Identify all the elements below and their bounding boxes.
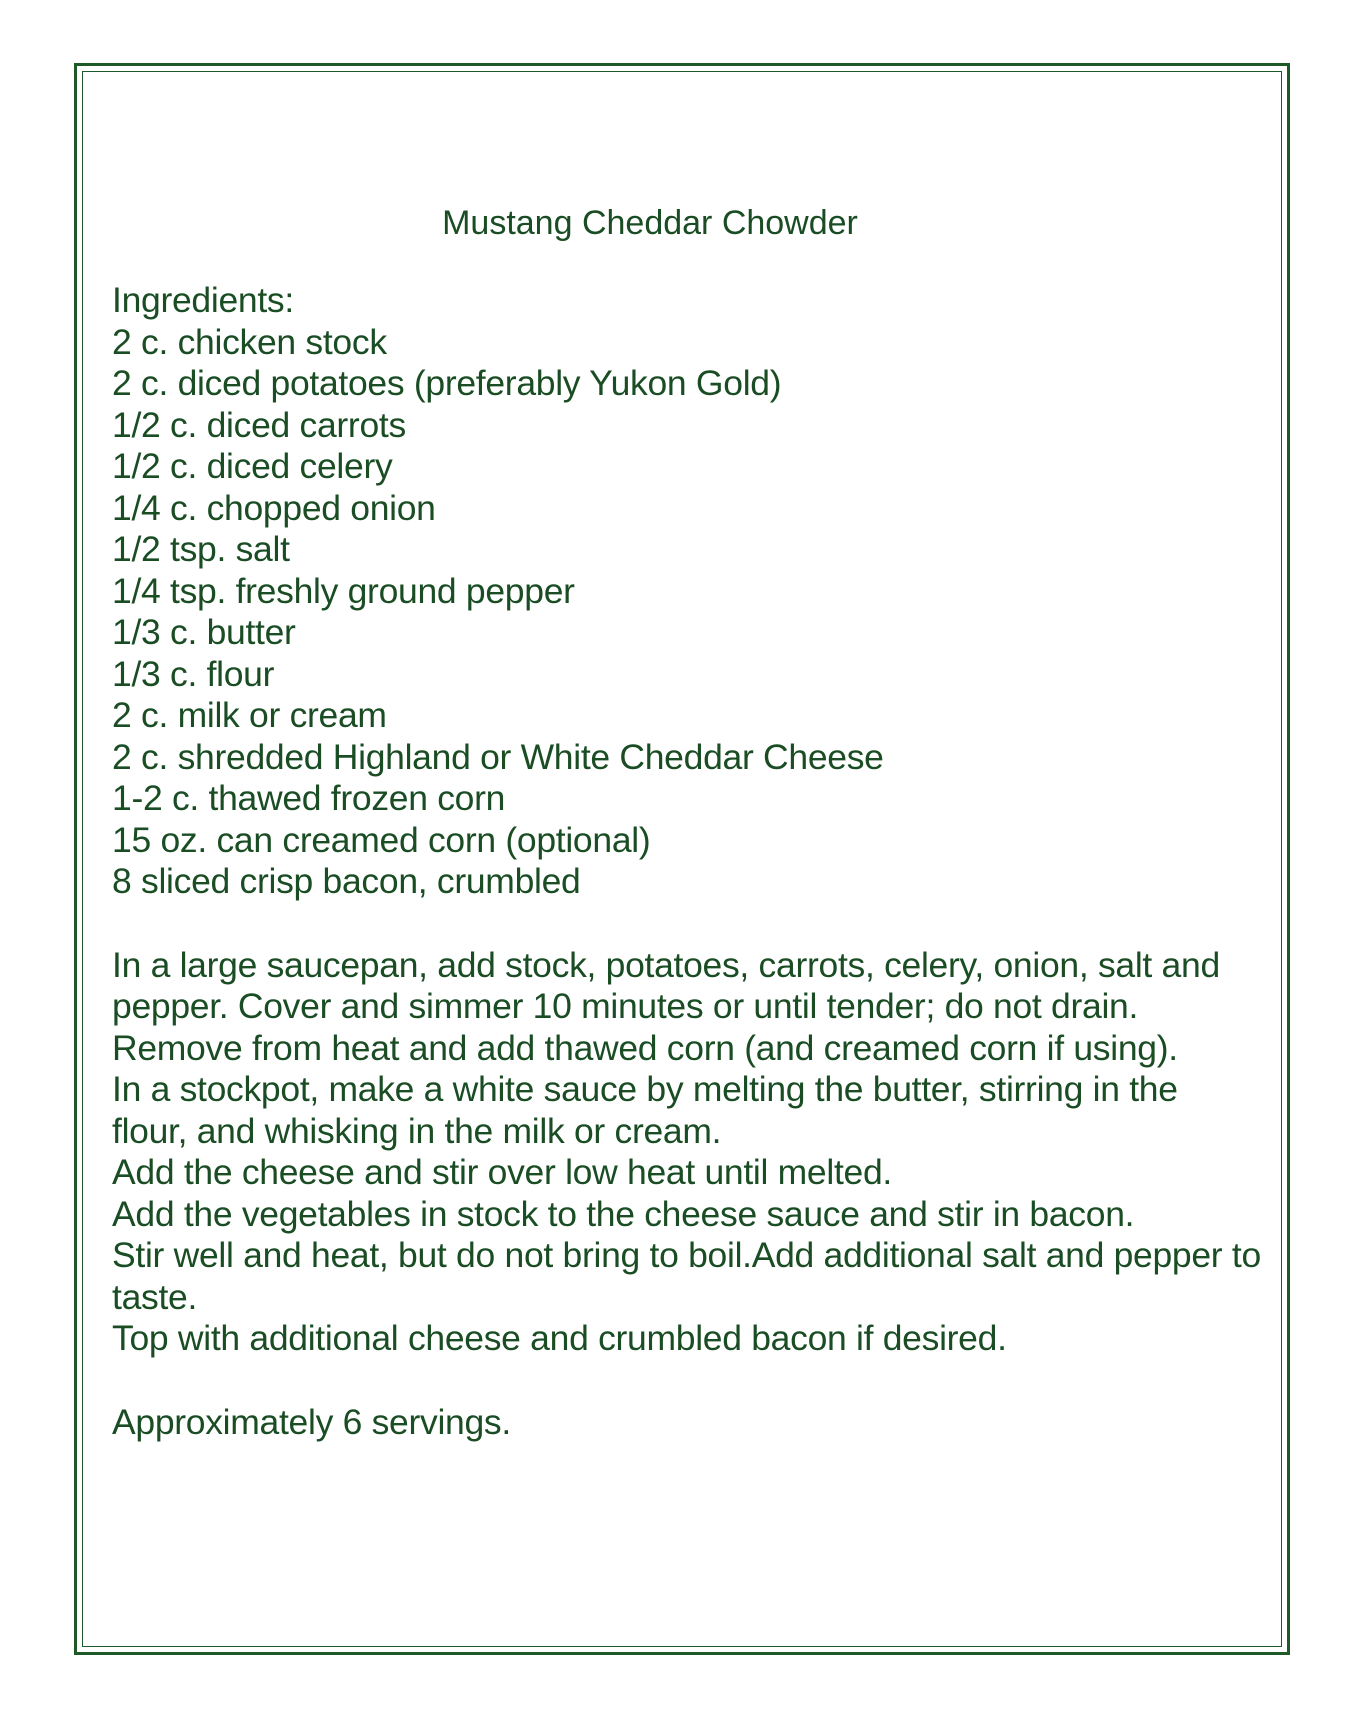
ingredient-item: 1/4 tsp. freshly ground pepper xyxy=(112,570,575,611)
direction-step: Add the cheese and stir over low heat until melted. xyxy=(112,1152,892,1192)
servings-note: Approximately 6 servings. xyxy=(112,1401,511,1442)
direction-step: Stir well and heat, but do not bring to boil.Add additional salt and pepper to taste. xyxy=(112,1235,1261,1317)
ingredient-item: 1/2 tsp. salt xyxy=(112,529,290,569)
ingredient-item: 2 c. milk or cream xyxy=(112,695,387,735)
ingredient-item: 8 sliced crisp bacon, crumbled xyxy=(112,861,581,901)
section-spacer xyxy=(112,903,1262,945)
ingredient-item: 2 c. shredded Highland or White Cheddar Cheese xyxy=(112,736,884,777)
ingredient-item: 1/4 c. chopped onion xyxy=(112,487,436,528)
ingredient-item: 1/2 c. diced celery xyxy=(112,446,393,486)
direction-step: In a large saucepan, add stock, potatoes, carrots, celery, onion, salt and pepper. Cover and simmer 10 minutes or until tender; do not drain. xyxy=(112,944,1220,1026)
direction-step: In a stockpot, make a white sauce by melting the butter, stirring in the flour, and whisking in the milk or cream. xyxy=(112,1069,1178,1151)
section-spacer xyxy=(112,1360,1262,1402)
recipe-card xyxy=(112,198,1262,1443)
ingredient-item: 1/3 c. butter xyxy=(112,612,296,652)
ingredient-item: 2 c. chicken stock xyxy=(112,321,387,362)
ingredients-list xyxy=(112,322,1262,903)
ingredient-item: 1/2 c. diced carrots xyxy=(112,404,406,445)
direction-step: Add the vegetables in stock to the cheese sauce and stir in bacon. xyxy=(112,1193,1135,1234)
ingredient-item: 2 c. diced potatoes (preferably Yukon Gold) xyxy=(112,363,782,403)
ingredients-heading: Ingredients: xyxy=(112,280,294,320)
direction-step: Top with additional cheese and crumbled bacon if desired. xyxy=(112,1318,1007,1358)
direction-step: Remove from heat and add thawed corn (and creamed corn if using). xyxy=(112,1027,1178,1068)
ingredient-item: 1-2 c. thawed frozen corn xyxy=(112,778,506,818)
directions xyxy=(112,945,1262,1360)
ingredient-item: 1/3 c. flour xyxy=(112,653,275,694)
recipe-title: Mustang Cheddar Chowder xyxy=(442,204,858,242)
ingredient-item: 15 oz. can creamed corn (optional) xyxy=(112,819,651,860)
